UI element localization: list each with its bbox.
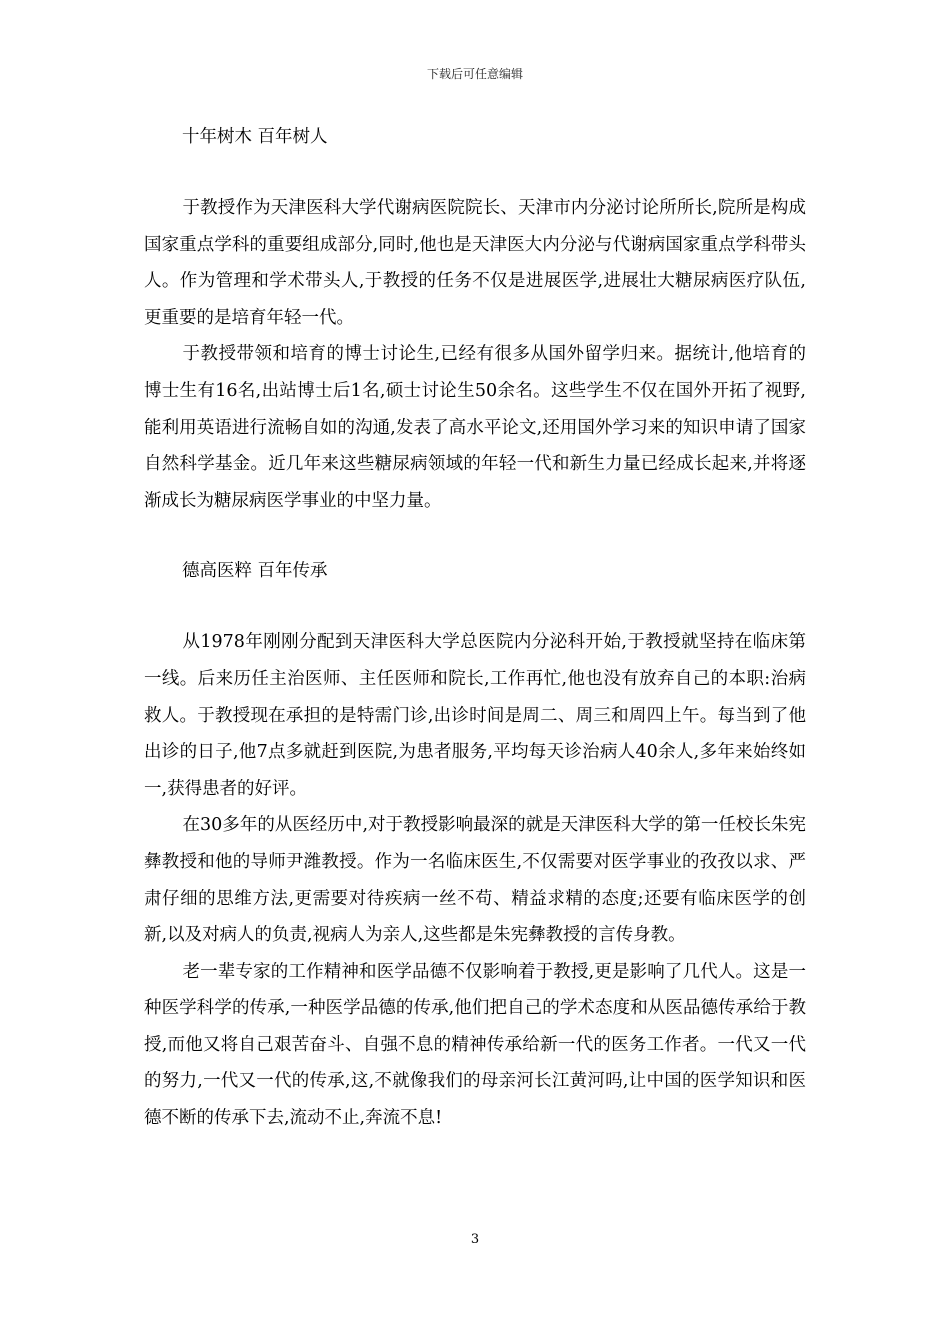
paragraph: 在30多年的从医经历中,对于教授影响最深的就是天津医科大学的第一任校长朱宪彝教授和他的导师尹潍教授。作为一名临床医生,不仅需要对医学事业的孜孜以求、严肃仔细的思维方法,更需要对待疾病一丝不苟、精益求精的态度;还要有临床医学的创新,以及对病人的负责,视病人为亲人,这些都是朱宪彝教授的言传身教。 (144, 815, 806, 946)
page-number: 3 (470, 1232, 480, 1247)
section-title: 德高医粹 百年传承 (182, 561, 328, 582)
paragraph: 于教授带领和培育的博士讨论生,已经有很多从国外留学归来。据统计,他培育的博士生有16名,出站博士后1名,硕士讨论生50余名。这些学生不仅在国外开拓了视野,能利用英语进行流畅自如的沟通,发表了高水平论文,还用国外学习来的知识申请了国家自然科学基金。近几年来这些糖尿病领域的年轻一代和新生力量已经成长起来,并将逐渐成长为糖尿病医学事业的中坚力量。 (144, 344, 806, 511)
paragraph: 老一辈专家的工作精神和医学品德不仅影响着于教授,更是影响了几代人。这是一种医学科学的传承,一种医学品德的传承,他们把自己的学术态度和从医品德传承给于教授,而他又将自己艰苦奋斗、自强不息的精神传承给新一代的医务工作者。一代又一代的努力,一代又一代的传承,这,不就像我们的母亲河长江黄河吗,让中国的医学知识和医德不断的传承下去,流动不止,奔流不息! (144, 961, 806, 1129)
page-header-note: 下载后可任意编辑 (426, 67, 523, 81)
section-1 (144, 120, 806, 519)
section-title: 十年树木 百年树人 (182, 127, 328, 147)
section-2 (144, 554, 806, 1136)
paragraph: 于教授作为天津医科大学代谢病医院院长、天津市内分泌讨论所所长,院所是构成国家重点学科的重要组成部分,同时,他也是天津医大内分泌与代谢病国家重点学科带头人。作为管理和学术带头人,于教授的任务不仅是进展医学,进展壮大糖尿病医疗队伍,更重要的是培育年轻一代。 (144, 198, 806, 328)
paragraph: 从1978年刚刚分配到天津医科大学总医院内分泌科开始,于教授就坚持在临床第一线。后来历任主治医师、主任医师和院长,工作再忙,他也没有放弃自己的本职:治病救人。于教授现在承担的是特需门诊,出诊时间是周二、周三和周四上午。每当到了他出诊的日子,他7点多就赶到医院,为患者服务,平均每天诊治病人40余人,多年来始终如一,获得患者的好评。 (144, 632, 806, 799)
document-body (144, 120, 806, 1137)
